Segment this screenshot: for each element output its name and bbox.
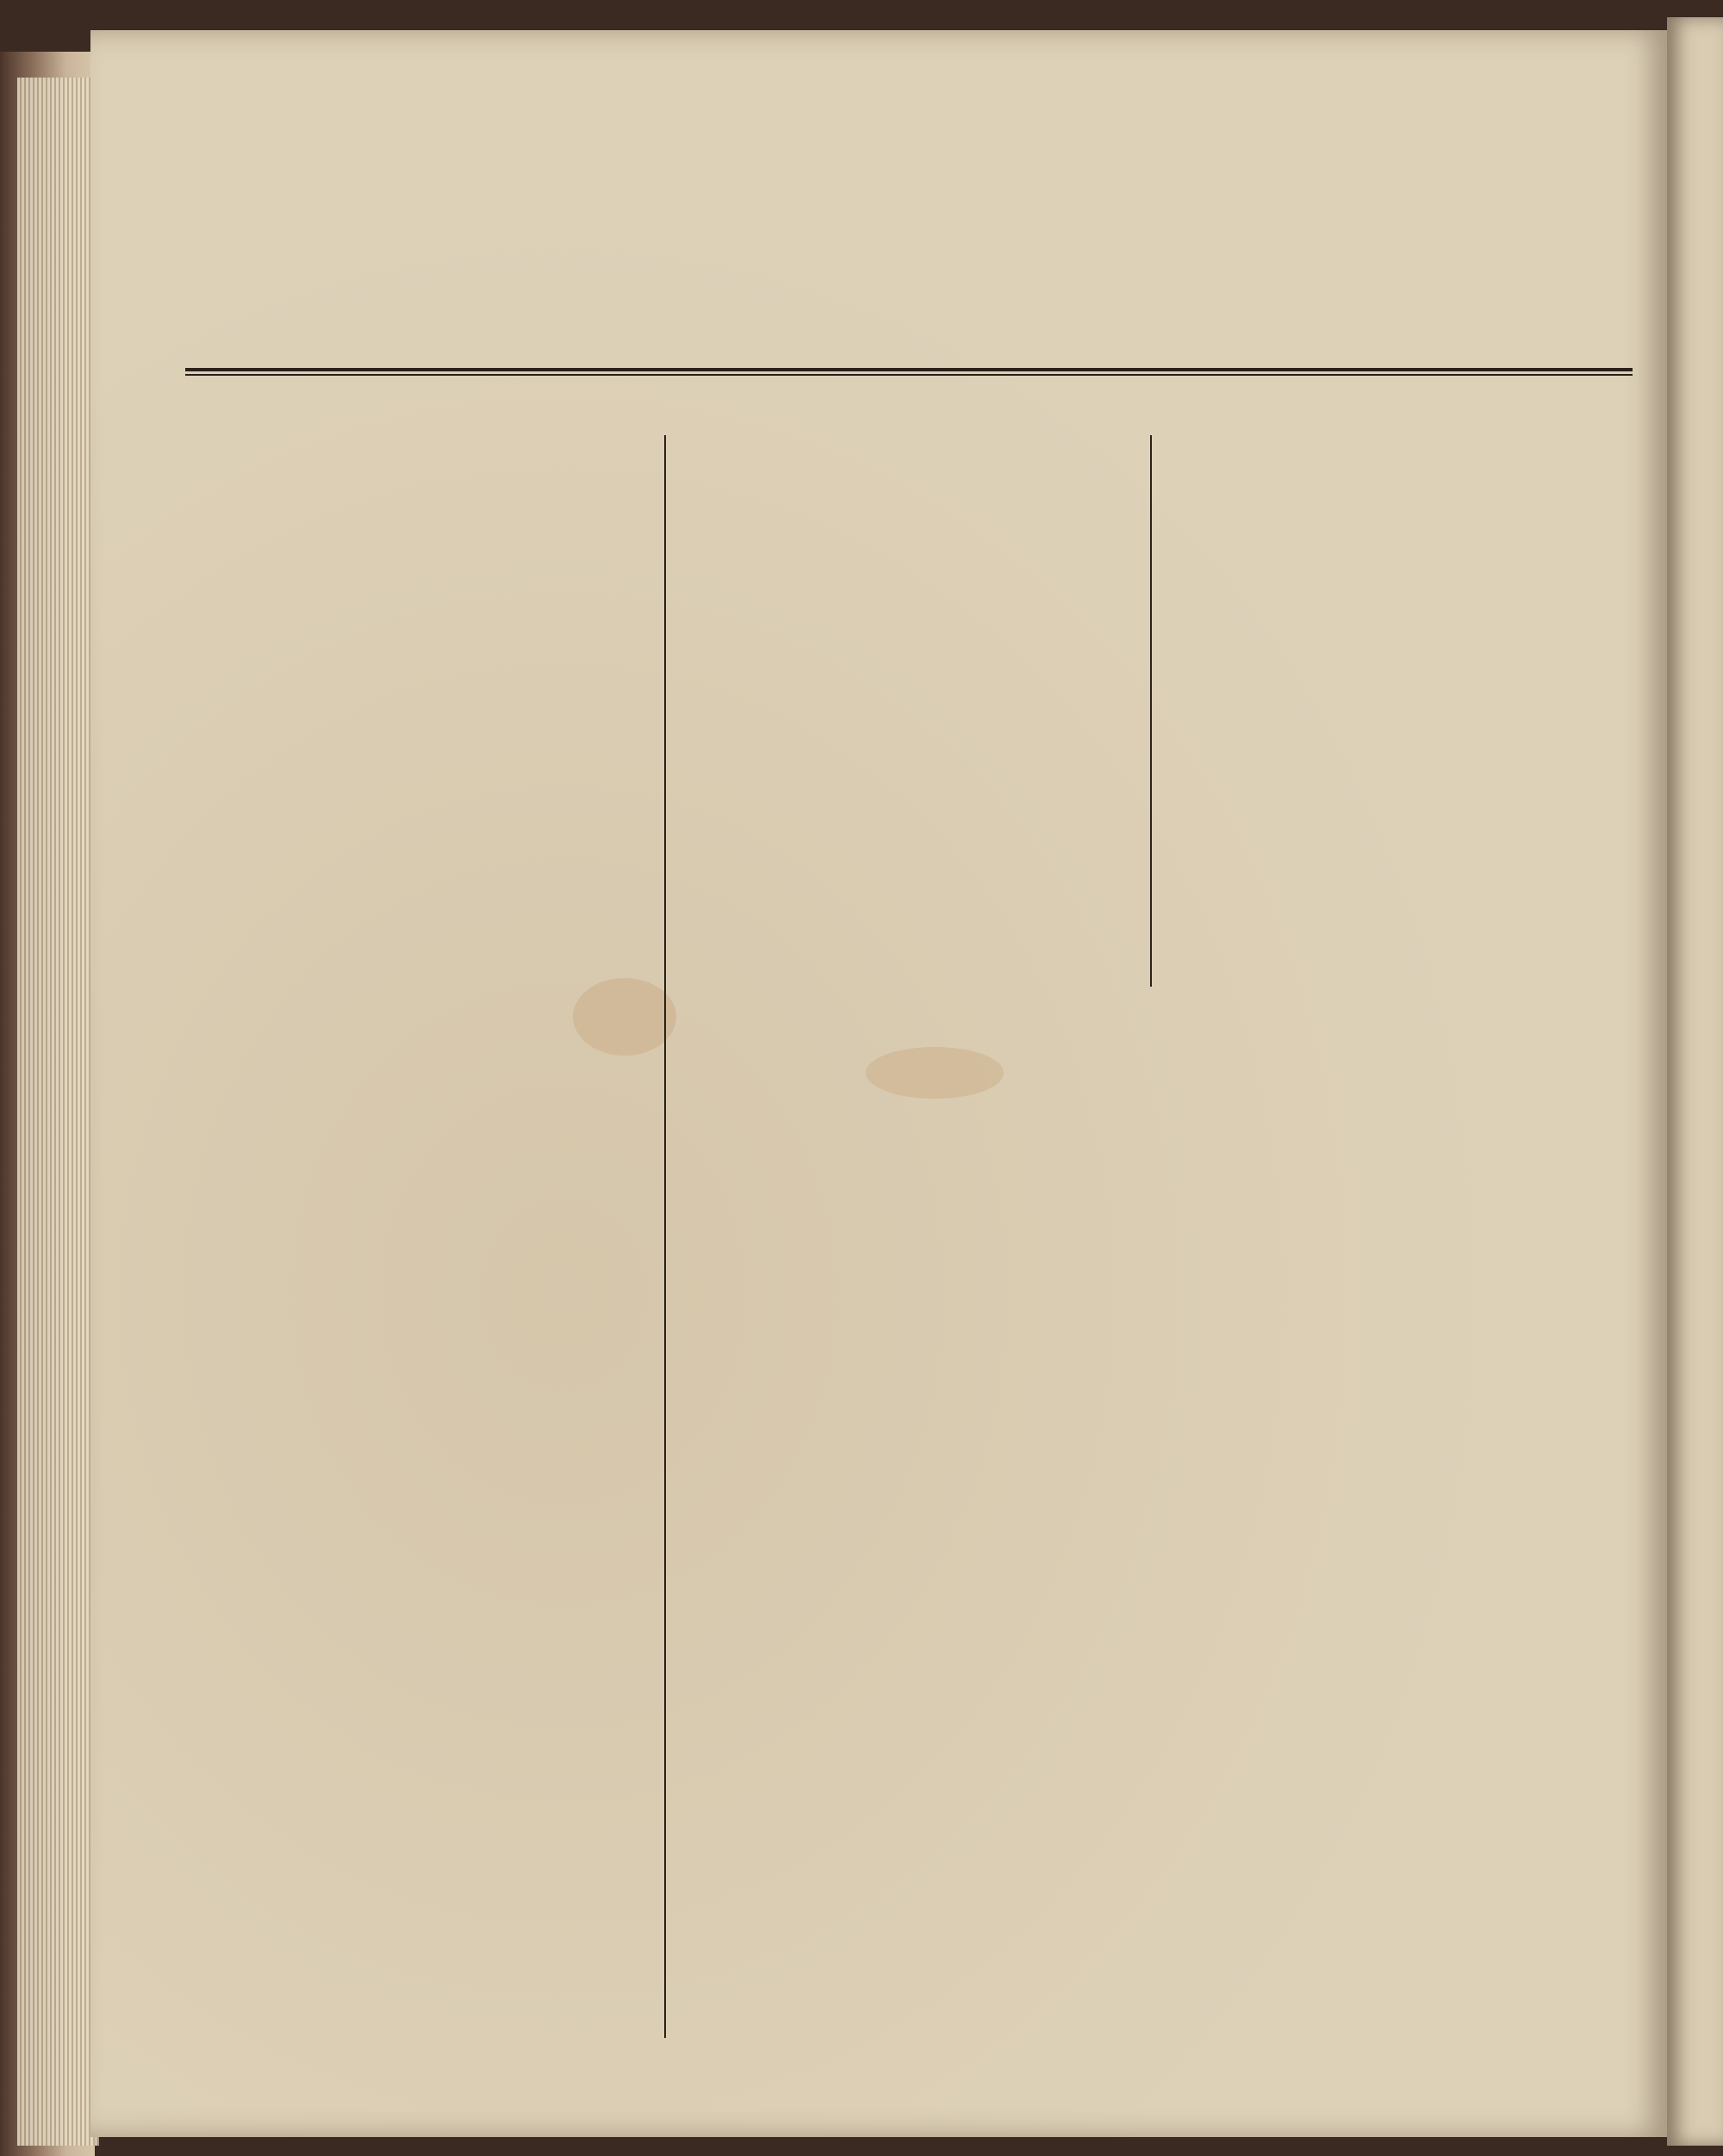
column-rule (664, 435, 666, 2038)
stain (866, 1047, 1004, 1099)
column-rule (1150, 435, 1152, 987)
stain (573, 978, 676, 1056)
facing-page (1667, 17, 1723, 2146)
divider (185, 368, 1633, 371)
page-edges (17, 78, 99, 2146)
newspaper-page (90, 30, 1667, 2137)
divider (185, 374, 1633, 376)
